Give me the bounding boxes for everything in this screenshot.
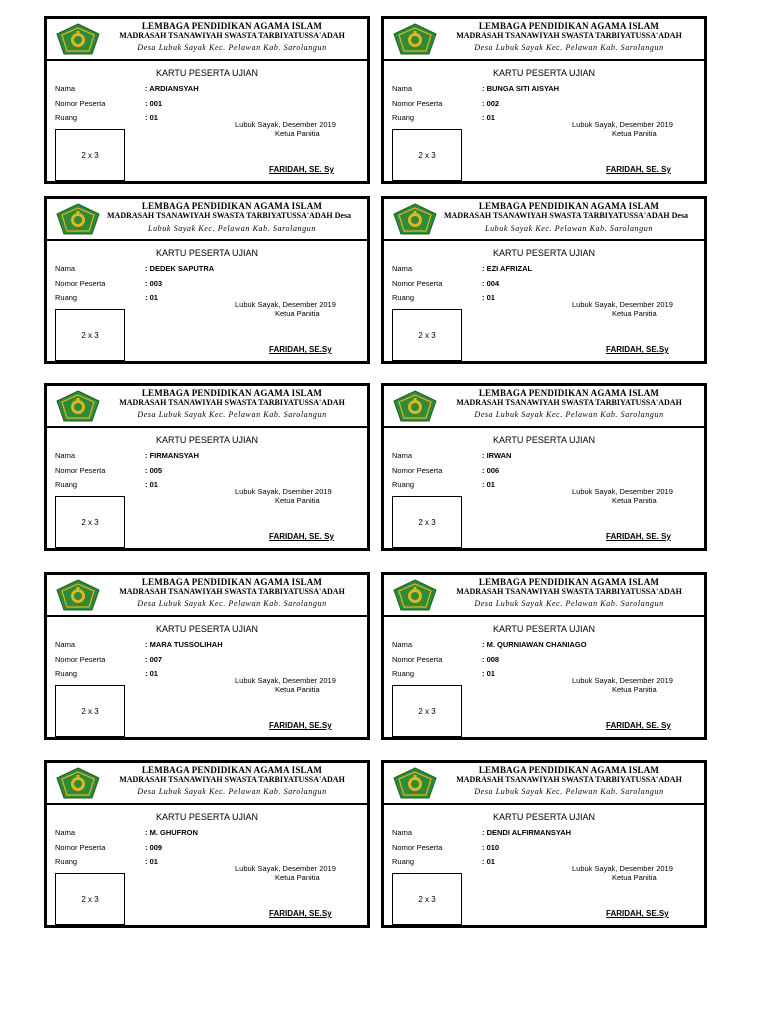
- room-value: : 01: [482, 480, 495, 489]
- room-value: : 01: [482, 113, 495, 122]
- photo-box: 2 x 3: [392, 129, 462, 181]
- number-label: Nomor Peserta: [55, 655, 106, 664]
- room-label: Ruang: [55, 669, 78, 678]
- exam-card-8: [381, 572, 707, 740]
- school-address: Desa Lubuk Sayak Kec. Pelawan Kab. Sarolangun: [474, 410, 664, 419]
- school-name: MADRASAH TSANAWIYAH SWASTA TARBIYATUSSA'ADAH: [119, 398, 345, 407]
- committee-role: Ketua Panitia: [275, 685, 320, 694]
- school-name: MADRASAH TSANAWIYAH SWASTA TARBIYATUSSA'ADAH Desa: [444, 211, 689, 220]
- photo-box: 2 x 3: [392, 873, 462, 925]
- card-title: KARTU PESERTA UJIAN: [492, 248, 596, 258]
- school-address: Desa Lubuk Sayak Kec. Pelawan Kab. Sarolangun: [474, 787, 664, 796]
- room-label: Ruang: [392, 113, 415, 122]
- committee-role: Ketua Panitia: [612, 685, 657, 694]
- card-header: [384, 763, 704, 805]
- school-address: Lubuk Sayak Kec. Pelawan Kab. Sarolangun: [485, 224, 653, 233]
- name-value: : DEDEK SAPUTRA: [145, 264, 215, 273]
- number-value: : 001: [145, 99, 163, 108]
- name-value: : MARA TUSSOLIHAH: [145, 640, 223, 649]
- signatory-name: FARIDAH, SE.Sy: [269, 721, 332, 730]
- room-label: Ruang: [392, 293, 415, 302]
- signatory-name: FARIDAH, SE. Sy: [606, 532, 671, 541]
- committee-role: Ketua Panitia: [612, 873, 657, 882]
- name-value: : DENDI ALFIRMANSYAH: [482, 828, 572, 837]
- place-date: Lubuk Sayak, Desember 2019: [572, 120, 673, 129]
- name-value: : ARDIANSYAH: [145, 84, 199, 93]
- card-title: KARTU PESERTA UJIAN: [155, 624, 259, 634]
- signatory-name: FARIDAH, SE.Sy: [606, 345, 669, 354]
- kemenag-logo-icon: [54, 578, 102, 612]
- number-value: : 005: [145, 466, 163, 475]
- card-header: [47, 575, 367, 617]
- number-label: Nomor Peserta: [392, 843, 443, 852]
- school-name: MADRASAH TSANAWIYAH SWASTA TARBIYATUSSA'ADAH: [456, 587, 682, 596]
- card-header: [384, 19, 704, 61]
- photo-box: 2 x 3: [55, 873, 125, 925]
- photo-box: 2 x 3: [392, 309, 462, 361]
- institution-name: LEMBAGA PENDIDIKAN AGAMA ISLAM: [141, 577, 323, 587]
- room-label: Ruang: [392, 480, 415, 489]
- institution-name: LEMBAGA PENDIDIKAN AGAMA ISLAM: [141, 21, 323, 31]
- exam-card-3: [44, 196, 370, 364]
- name-label: Nama: [55, 640, 76, 649]
- card-title: KARTU PESERTA UJIAN: [492, 624, 596, 634]
- place-date: Lubuk Sayak, Desember 2019: [235, 300, 336, 309]
- school-address: Desa Lubuk Sayak Kec. Pelawan Kab. Sarolangun: [474, 43, 664, 52]
- card-header: [47, 19, 367, 61]
- number-label: Nomor Peserta: [55, 466, 106, 475]
- photo-box: 2 x 3: [392, 496, 462, 548]
- card-title: KARTU PESERTA UJIAN: [155, 248, 259, 258]
- room-value: : 01: [482, 293, 495, 302]
- kemenag-logo-icon: [54, 766, 102, 800]
- exam-card-5: [44, 383, 370, 551]
- kemenag-logo-icon: [54, 389, 102, 423]
- photo-box: 2 x 3: [55, 129, 125, 181]
- committee-role: Ketua Panitia: [275, 496, 320, 505]
- place-date: Lubuk Sayak, Desember 2019: [572, 300, 673, 309]
- photo-box: 2 x 3: [392, 685, 462, 737]
- room-label: Ruang: [55, 857, 78, 866]
- institution-name: LEMBAGA PENDIDIKAN AGAMA ISLAM: [478, 765, 660, 775]
- number-value: : 009: [145, 843, 163, 852]
- place-date: Lubuk Sayak, Desember 2019: [235, 120, 336, 129]
- room-label: Ruang: [55, 113, 78, 122]
- card-header: [384, 386, 704, 428]
- room-value: : 01: [145, 669, 158, 678]
- kemenag-logo-icon: [391, 389, 439, 423]
- school-address: Lubuk Sayak Kec. Pelawan Kab. Sarolangun: [148, 224, 316, 233]
- signatory-name: FARIDAH, SE. Sy: [606, 721, 671, 730]
- number-label: Nomor Peserta: [55, 843, 106, 852]
- card-header: [47, 763, 367, 805]
- number-value: : 006: [482, 466, 500, 475]
- committee-role: Ketua Panitia: [275, 129, 320, 138]
- committee-role: Ketua Panitia: [612, 309, 657, 318]
- institution-name: LEMBAGA PENDIDIKAN AGAMA ISLAM: [478, 577, 660, 587]
- room-label: Ruang: [392, 669, 415, 678]
- number-label: Nomor Peserta: [392, 466, 443, 475]
- place-date: Lubuk Sayak, Desember 2019: [572, 487, 673, 496]
- name-label: Nama: [55, 84, 76, 93]
- school-name: MADRASAH TSANAWIYAH SWASTA TARBIYATUSSA'ADAH: [119, 587, 345, 596]
- kemenag-logo-icon: [54, 22, 102, 56]
- kemenag-logo-icon: [391, 578, 439, 612]
- card-header: [47, 386, 367, 428]
- name-label: Nama: [392, 640, 413, 649]
- card-header: [384, 575, 704, 617]
- place-date: Lubuk Sayak, Dsember 2019: [235, 487, 332, 496]
- room-value: : 01: [145, 113, 158, 122]
- kemenag-logo-icon: [391, 22, 439, 56]
- number-value: : 008: [482, 655, 500, 664]
- committee-role: Ketua Panitia: [612, 129, 657, 138]
- committee-role: Ketua Panitia: [275, 309, 320, 318]
- photo-box: 2 x 3: [55, 685, 125, 737]
- number-label: Nomor Peserta: [392, 279, 443, 288]
- committee-role: Ketua Panitia: [275, 873, 320, 882]
- place-date: Lubuk Sayak, Desember 2019: [572, 864, 673, 873]
- exam-card-10: [381, 760, 707, 928]
- place-date: Lubuk Sayak, Desember 2019: [235, 864, 336, 873]
- school-address: Desa Lubuk Sayak Kec. Pelawan Kab. Sarolangun: [137, 43, 327, 52]
- kemenag-logo-icon: [54, 202, 102, 236]
- school-name: MADRASAH TSANAWIYAH SWASTA TARBIYATUSSA'ADAH: [119, 31, 345, 40]
- signatory-name: FARIDAH, SE.Sy: [269, 345, 332, 354]
- number-label: Nomor Peserta: [55, 279, 106, 288]
- institution-name: LEMBAGA PENDIDIKAN AGAMA ISLAM: [141, 201, 323, 211]
- signatory-name: FARIDAH, SE. Sy: [269, 532, 334, 541]
- number-label: Nomor Peserta: [55, 99, 106, 108]
- exam-card-4: [381, 196, 707, 364]
- number-value: : 003: [145, 279, 163, 288]
- card-title: KARTU PESERTA UJIAN: [155, 435, 259, 445]
- name-label: Nama: [55, 451, 76, 460]
- room-value: : 01: [482, 669, 495, 678]
- exam-card-2: [381, 16, 707, 184]
- card-header: [384, 199, 704, 241]
- number-value: : 002: [482, 99, 500, 108]
- place-date: Lubuk Sayak, Desember 2019: [572, 676, 673, 685]
- card-title: KARTU PESERTA UJIAN: [492, 812, 596, 822]
- signatory-name: FARIDAH, SE. Sy: [606, 165, 671, 174]
- card-title: KARTU PESERTA UJIAN: [492, 435, 596, 445]
- name-value: : M. GHUFRON: [145, 828, 198, 837]
- name-value: : BUNGA SITI AISYAH: [482, 84, 560, 93]
- school-name: MADRASAH TSANAWIYAH SWASTA TARBIYATUSSA'ADAH: [119, 775, 345, 784]
- room-label: Ruang: [392, 857, 415, 866]
- exam-card-6: [381, 383, 707, 551]
- room-value: : 01: [145, 293, 158, 302]
- name-value: : EZI AFRIZAL: [482, 264, 533, 273]
- kemenag-logo-icon: [391, 766, 439, 800]
- institution-name: LEMBAGA PENDIDIKAN AGAMA ISLAM: [478, 21, 660, 31]
- school-address: Desa Lubuk Sayak Kec. Pelawan Kab. Sarolangun: [137, 599, 327, 608]
- school-name: MADRASAH TSANAWIYAH SWASTA TARBIYATUSSA'ADAH Desa: [107, 211, 352, 220]
- name-value: : IRWAN: [482, 451, 512, 460]
- institution-name: LEMBAGA PENDIDIKAN AGAMA ISLAM: [141, 765, 323, 775]
- number-value: : 007: [145, 655, 163, 664]
- name-label: Nama: [392, 264, 413, 273]
- name-label: Nama: [392, 828, 413, 837]
- exam-card-7: [44, 572, 370, 740]
- room-value: : 01: [482, 857, 495, 866]
- signatory-name: FARIDAH, SE. Sy: [269, 165, 334, 174]
- name-label: Nama: [55, 828, 76, 837]
- school-address: Desa Lubuk Sayak Kec. Pelawan Kab. Sarolangun: [474, 599, 664, 608]
- photo-box: 2 x 3: [55, 309, 125, 361]
- card-header: [47, 199, 367, 241]
- room-label: Ruang: [55, 480, 78, 489]
- name-label: Nama: [392, 451, 413, 460]
- room-value: : 01: [145, 480, 158, 489]
- number-label: Nomor Peserta: [392, 99, 443, 108]
- photo-box: 2 x 3: [55, 496, 125, 548]
- institution-name: LEMBAGA PENDIDIKAN AGAMA ISLAM: [478, 388, 660, 398]
- committee-role: Ketua Panitia: [612, 496, 657, 505]
- exam-card-1: [44, 16, 370, 184]
- school-address: Desa Lubuk Sayak Kec. Pelawan Kab. Sarolangun: [137, 787, 327, 796]
- room-value: : 01: [145, 857, 158, 866]
- name-label: Nama: [55, 264, 76, 273]
- institution-name: LEMBAGA PENDIDIKAN AGAMA ISLAM: [141, 388, 323, 398]
- exam-card-9: [44, 760, 370, 928]
- room-label: Ruang: [55, 293, 78, 302]
- institution-name: LEMBAGA PENDIDIKAN AGAMA ISLAM: [478, 201, 660, 211]
- card-title: KARTU PESERTA UJIAN: [155, 68, 259, 78]
- place-date: Lubuk Sayak, Desember 2019: [235, 676, 336, 685]
- name-value: : M. QURNIAWAN CHANIAGO: [482, 640, 587, 649]
- signatory-name: FARIDAH, SE.Sy: [269, 909, 332, 918]
- number-label: Nomor Peserta: [392, 655, 443, 664]
- kemenag-logo-icon: [391, 202, 439, 236]
- school-name: MADRASAH TSANAWIYAH SWASTA TARBIYATUSSA'ADAH: [456, 398, 682, 407]
- school-address: Desa Lubuk Sayak Kec. Pelawan Kab. Sarolangun: [137, 410, 327, 419]
- card-title: KARTU PESERTA UJIAN: [155, 812, 259, 822]
- school-name: MADRASAH TSANAWIYAH SWASTA TARBIYATUSSA'ADAH: [456, 31, 682, 40]
- number-value: : 010: [482, 843, 500, 852]
- signatory-name: FARIDAH, SE.Sy: [606, 909, 669, 918]
- name-label: Nama: [392, 84, 413, 93]
- name-value: : FIRMANSYAH: [145, 451, 199, 460]
- school-name: MADRASAH TSANAWIYAH SWASTA TARBIYATUSSA'ADAH: [456, 775, 682, 784]
- card-title: KARTU PESERTA UJIAN: [492, 68, 596, 78]
- number-value: : 004: [482, 279, 500, 288]
